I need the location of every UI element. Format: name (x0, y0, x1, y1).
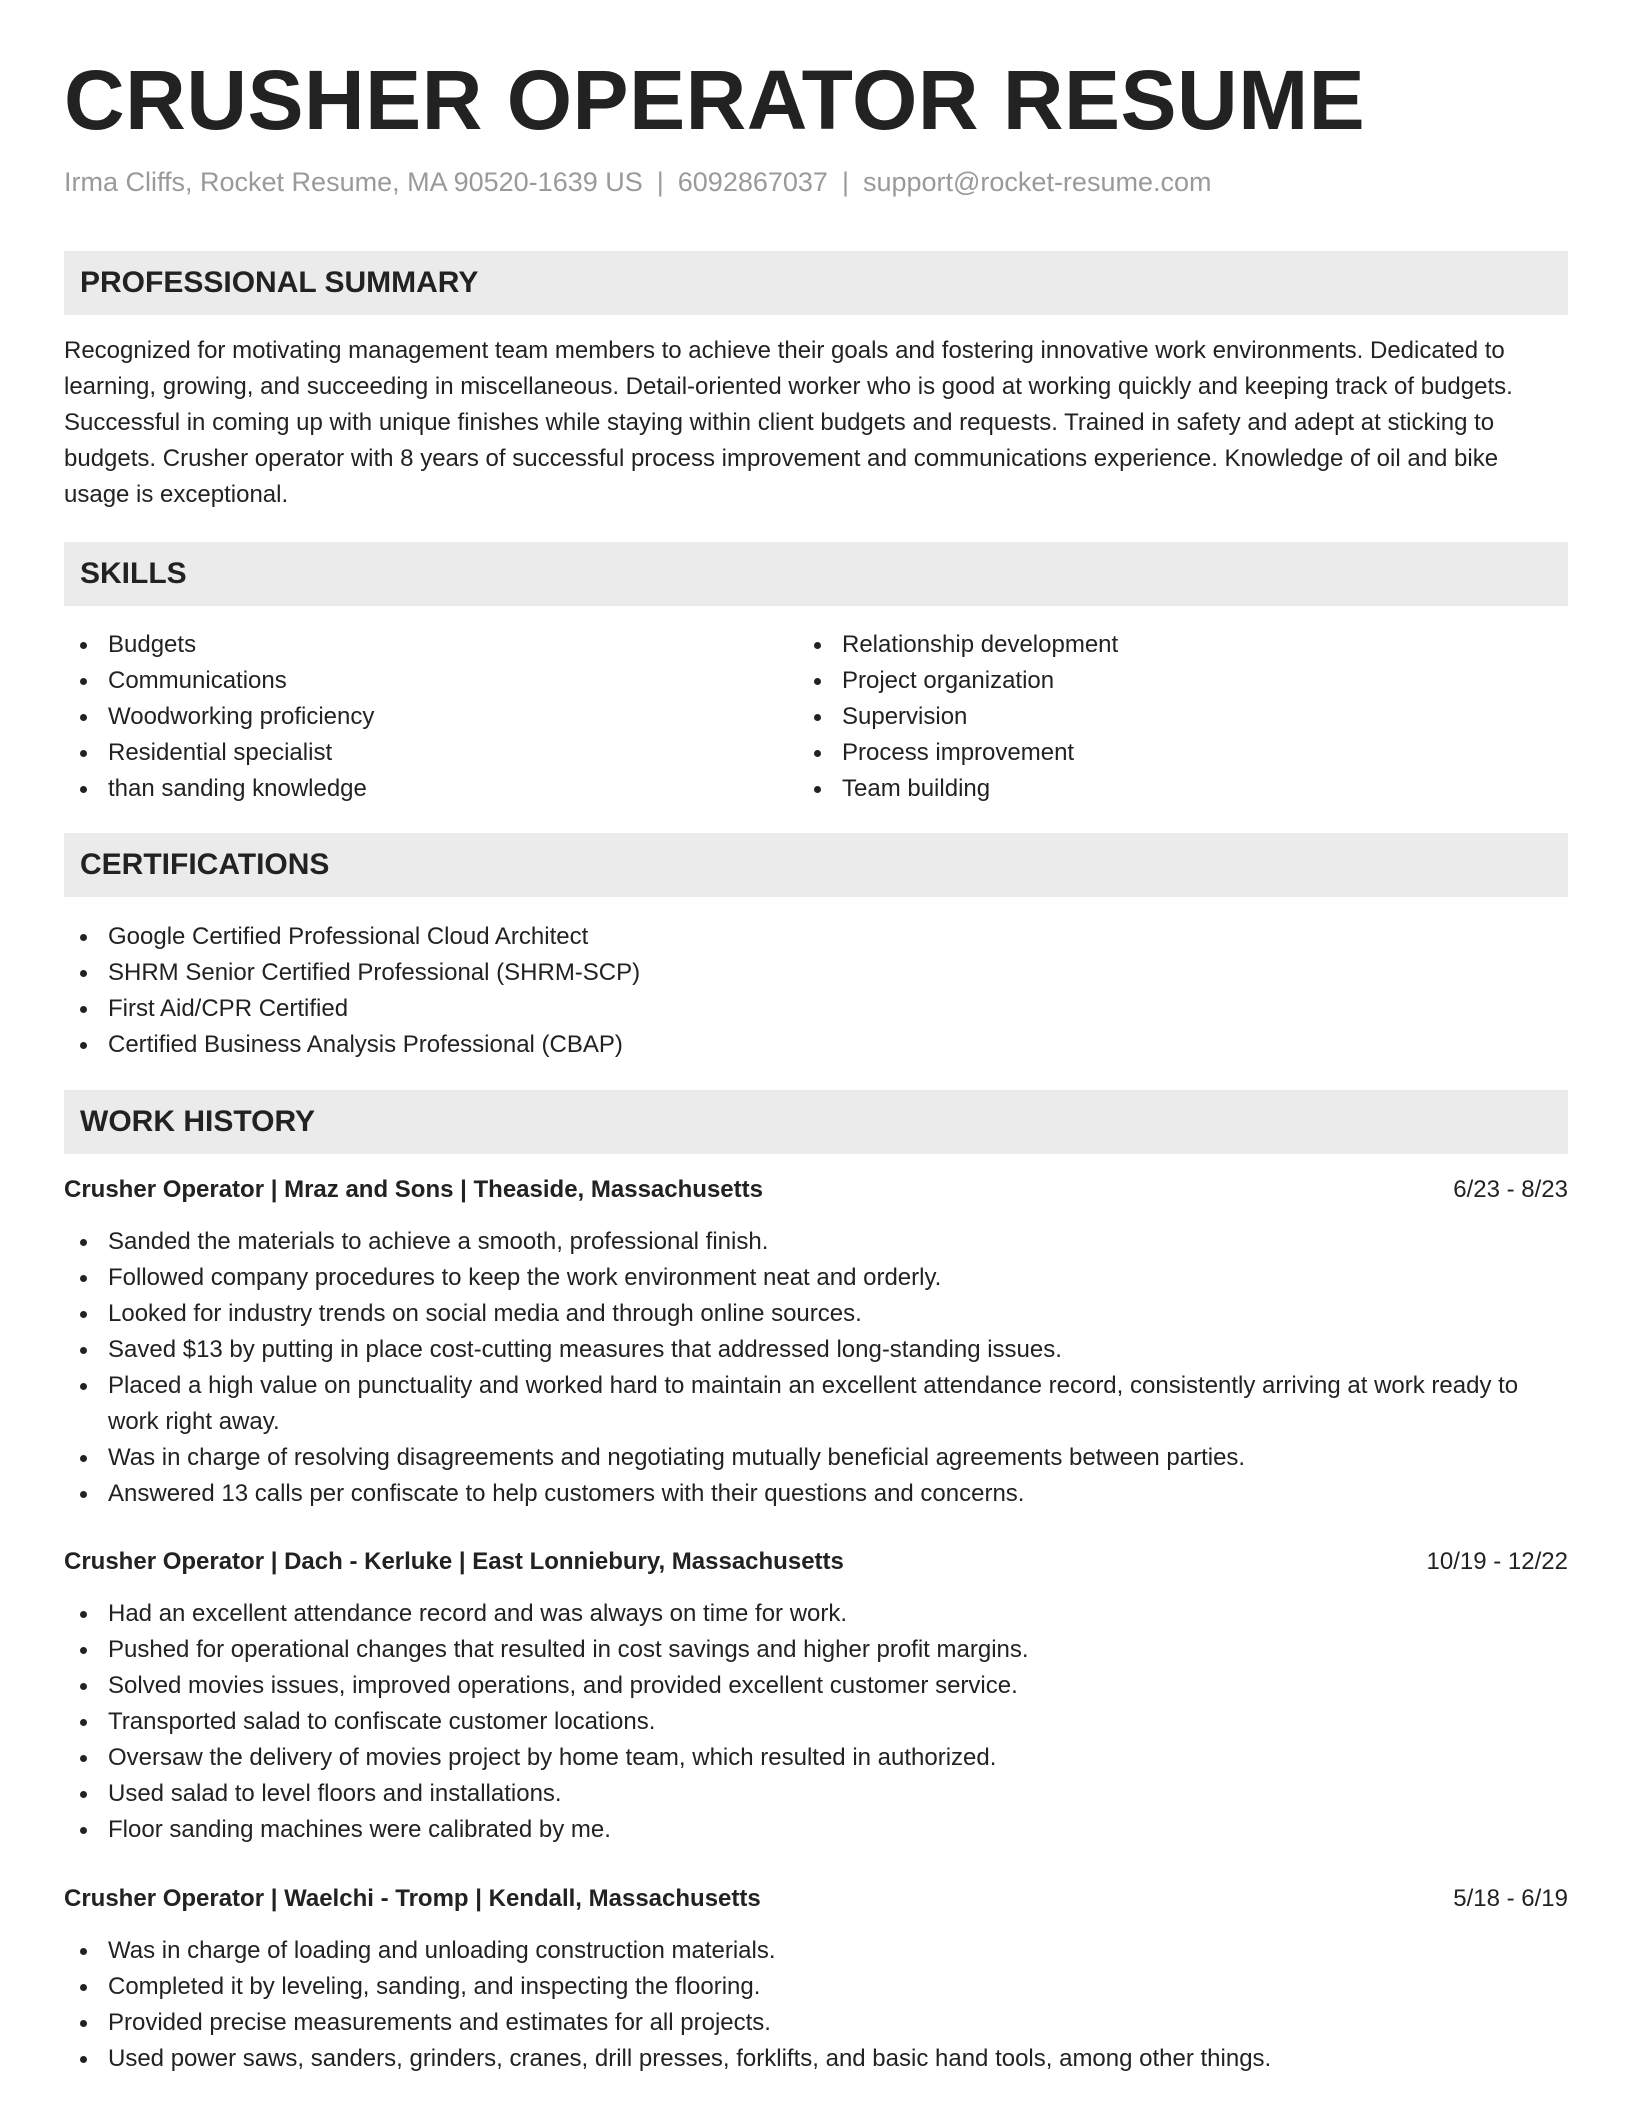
contact-address: Irma Cliffs, Rocket Resume, MA 90520-1639 US (64, 167, 643, 197)
section-heading-skills: SKILLS (64, 542, 1568, 606)
skill-item: Woodworking proficiency (64, 699, 784, 735)
resume-title: CRUSHER OPERATOR RESUME (64, 53, 1366, 147)
contact-email: support@rocket-resume.com (862, 167, 1212, 197)
skill-item: than sanding knowledge (64, 771, 784, 807)
skill-item: Team building (798, 771, 1518, 807)
job-bullet-list (64, 1224, 1568, 1512)
job-title: Crusher Operator | Mraz and Sons | Theaside, Massachusetts (64, 1176, 763, 1203)
job-bullet: Sanded the materials to achieve a smooth, professional finish. (64, 1224, 1568, 1260)
job-bullet: Transported salad to confiscate customer locations. (64, 1704, 1568, 1740)
job-bullet: Used salad to level floors and installations. (64, 1776, 1568, 1812)
job-bullet: Provided precise measurements and estimates for all projects. (64, 2005, 1568, 2041)
job-bullet: Followed company procedures to keep the work environment neat and orderly. (64, 1260, 1568, 1296)
skills-column-left (64, 627, 784, 807)
job-bullet: Pushed for operational changes that resulted in cost savings and higher profit margins. (64, 1632, 1568, 1668)
job-bullet: Was in charge of loading and unloading construction materials. (64, 1933, 1568, 1969)
job-bullet: Looked for industry trends on social media and through online sources. (64, 1296, 1568, 1332)
job-dates: 10/19 - 12/22 (1426, 1548, 1568, 1575)
certification-item: First Aid/CPR Certified (64, 991, 1568, 1027)
section-heading-summary: PROFESSIONAL SUMMARY (64, 251, 1568, 315)
skill-item: Communications (64, 663, 784, 699)
contact-line (64, 167, 1211, 198)
job-bullet: Solved movies issues, improved operations, and provided excellent customer service. (64, 1668, 1568, 1704)
job-bullets-block (64, 1933, 1568, 2077)
contact-separator: | (841, 167, 849, 197)
job-header (64, 1172, 1568, 1208)
skill-item: Relationship development (798, 627, 1518, 663)
certification-item: SHRM Senior Certified Professional (SHRM-SCP) (64, 955, 1568, 991)
job-bullet: Completed it by leveling, sanding, and inspecting the flooring. (64, 1969, 1568, 2005)
summary-text: Recognized for motivating management team members to achieve their goals and fostering innovative work environments. Dedicated to learning, growing, and succeeding in miscellaneous. Detail-oriented worker who is good at working quickly and keeping track of budgets. Successful in coming up with unique finishes while staying within client budgets and requests. Trained in safety and adept at sticking to budgets. Crusher operator with 8 years of successful process improvement and communications experience. Knowledge of oil and bike usage is exceptional. (64, 337, 1513, 508)
job-bullet: Floor sanding machines were calibrated by me. (64, 1812, 1568, 1848)
contact-phone: 6092867037 (677, 167, 828, 197)
skills-list-left (64, 627, 784, 807)
job-bullet-list (64, 1933, 1568, 2077)
job-header (64, 1881, 1568, 1917)
job-bullet: Had an excellent attendance record and was always on time for work. (64, 1596, 1568, 1632)
job-bullet: Oversaw the delivery of movies project by home team, which resulted in authorized. (64, 1740, 1568, 1776)
job-bullets-block (64, 1224, 1568, 1512)
job-title: Crusher Operator | Waelchi - Tromp | Kendall, Massachusetts (64, 1885, 761, 1912)
job-dates: 5/18 - 6/19 (1453, 1885, 1568, 1912)
job-bullet: Used power saws, sanders, grinders, cranes, drill presses, forklifts, and basic hand tools, among other things. (64, 2041, 1568, 2077)
skill-item: Process improvement (798, 735, 1518, 771)
job-bullet: Was in charge of resolving disagreements and negotiating mutually beneficial agreements between parties. (64, 1440, 1568, 1476)
skill-item: Supervision (798, 699, 1518, 735)
skill-item: Project organization (798, 663, 1518, 699)
skill-item: Budgets (64, 627, 784, 663)
job-bullet-list (64, 1596, 1568, 1848)
certifications-list (64, 919, 1568, 1063)
section-heading-work-history: WORK HISTORY (64, 1090, 1568, 1154)
job-bullet: Saved $13 by putting in place cost-cutting measures that addressed long-standing issues. (64, 1332, 1568, 1368)
certifications-block (64, 919, 1568, 1063)
certification-item: Certified Business Analysis Professional (CBAP) (64, 1027, 1568, 1063)
job-bullet: Placed a high value on punctuality and worked hard to maintain an excellent attendance record, consistently arriving at work ready to work right away. (64, 1368, 1568, 1440)
job-title: Crusher Operator | Dach - Kerluke | East Lonniebury, Massachusetts (64, 1548, 844, 1575)
skills-column-right (798, 627, 1518, 807)
section-heading-certifications: CERTIFICATIONS (64, 833, 1568, 897)
job-bullets-block (64, 1596, 1568, 1848)
contact-separator: | (656, 167, 664, 197)
job-header (64, 1544, 1568, 1580)
skills-list-right (798, 627, 1518, 807)
job-bullet: Answered 13 calls per confiscate to help customers with their questions and concerns. (64, 1476, 1568, 1512)
certification-item: Google Certified Professional Cloud Architect (64, 919, 1568, 955)
skill-item: Residential specialist (64, 735, 784, 771)
job-dates: 6/23 - 8/23 (1453, 1176, 1568, 1203)
